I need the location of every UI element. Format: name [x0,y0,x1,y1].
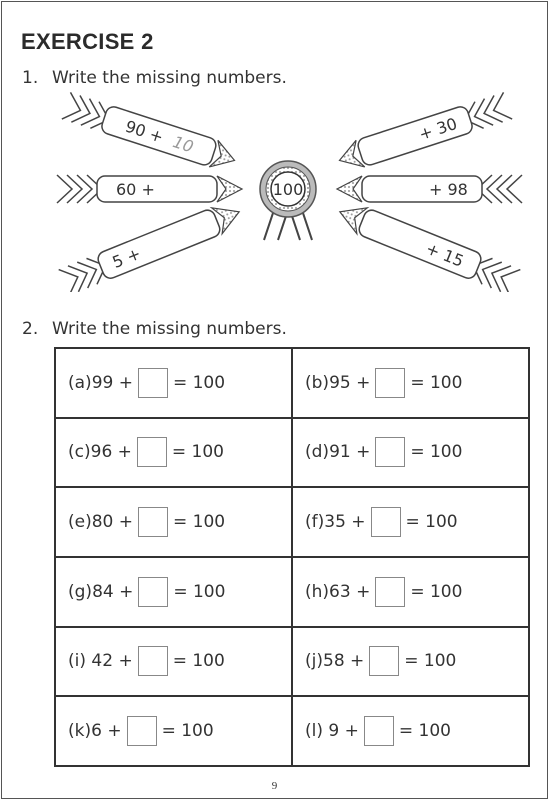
equation-result: = 100 [404,651,457,672]
equation-tag: (a) [68,372,92,393]
equation-addend: 96 + [90,442,132,463]
equation-cell [292,348,529,418]
equation-cell [55,487,292,557]
equation-addend: 99 + [91,372,133,393]
arrow-answer: 10 [170,132,196,157]
arrow-middle-left [57,175,242,203]
equation-tag: (k) [68,721,92,742]
equation-tag: (l) [305,721,323,742]
arrow-label: 90 + [122,116,166,147]
arrow-bottom-left [59,199,245,292]
equation-result: = 100 [172,372,226,393]
equation-addend: 63 + [329,581,371,602]
equation-addend: 42 + [86,651,133,672]
equation-result: = 100 [173,581,226,602]
answer-box[interactable] [138,368,168,398]
equation-cell [55,627,292,697]
equation-result: = 100 [398,721,451,742]
equation-result: = 100 [405,512,458,533]
arrow-label: + 98 [429,180,468,199]
equation-result: = 100 [171,442,225,463]
target-medal [260,161,316,240]
equation-tag: (e) [68,512,92,533]
equations-table [54,347,530,767]
equation-cell [55,348,292,418]
question-text: Write the missing numbers. [52,68,287,88]
answer-box[interactable] [138,646,168,676]
equation-cell [292,487,529,557]
equation-result: = 100 [410,581,463,602]
arrow-label: + 30 [416,113,460,144]
equation-cell [292,557,529,627]
question-number: 1. [22,68,39,88]
answer-box[interactable] [375,437,405,467]
equation-addend: 80 + [91,512,134,533]
arrow-bottom-right [335,199,521,292]
answer-box[interactable] [369,646,399,676]
equation-result: = 100 [410,372,463,393]
answer-box[interactable] [127,716,157,746]
equation-addend: 9 + [323,721,359,742]
equation-result: = 100 [172,651,225,672]
arrow-middle-right [337,175,522,203]
equation-tag: (b) [305,372,330,393]
answer-box[interactable] [138,507,168,537]
equation-tag: (g) [68,581,93,602]
answer-box[interactable] [371,507,401,537]
equation-cell [292,627,529,697]
equation-cell [292,418,529,488]
target-center-label: 100 [272,180,304,199]
equation-result: = 100 [161,721,214,742]
equation-addend: 6 + [91,721,122,742]
equation-tag: (d) [305,442,330,463]
question-number: 2. [22,319,39,339]
worksheet-page [1,1,548,799]
answer-box[interactable] [375,577,405,607]
target-diagram [2,82,547,292]
equation-tag: (i) [68,651,86,672]
equation-addend: 95 + [329,372,371,393]
page-number: 9 [271,780,278,792]
equation-addend: 58 + [323,651,365,672]
answer-box[interactable] [137,437,167,467]
equation-tag: (h) [305,581,330,602]
question-text: Write the missing numbers. [52,319,287,339]
arrow-label: + 15 [423,238,467,271]
arrow-label: 60 + [116,180,155,199]
question-2 [22,319,287,339]
equation-cell [55,418,292,488]
equation-cell [55,696,292,766]
equation-cell [55,557,292,627]
equation-tag: (j) [305,651,323,672]
answer-box[interactable] [364,716,394,746]
equation-addend: 35 + [324,512,366,533]
equation-result: = 100 [410,442,463,463]
answer-box[interactable] [138,577,168,607]
equation-addend: 91 + [329,442,371,463]
equation-result: = 100 [173,512,226,533]
equation-cell [292,696,529,766]
page-title: EXERCISE 2 [21,29,154,54]
answer-box[interactable] [375,368,405,398]
arrow-top-left [62,92,239,173]
equation-tag: (c) [68,442,91,463]
equation-tag: (f) [305,512,325,533]
arrow-top-right [335,92,512,173]
equation-addend: 84 + [92,581,134,602]
arrow-label: 5 + [109,243,144,273]
